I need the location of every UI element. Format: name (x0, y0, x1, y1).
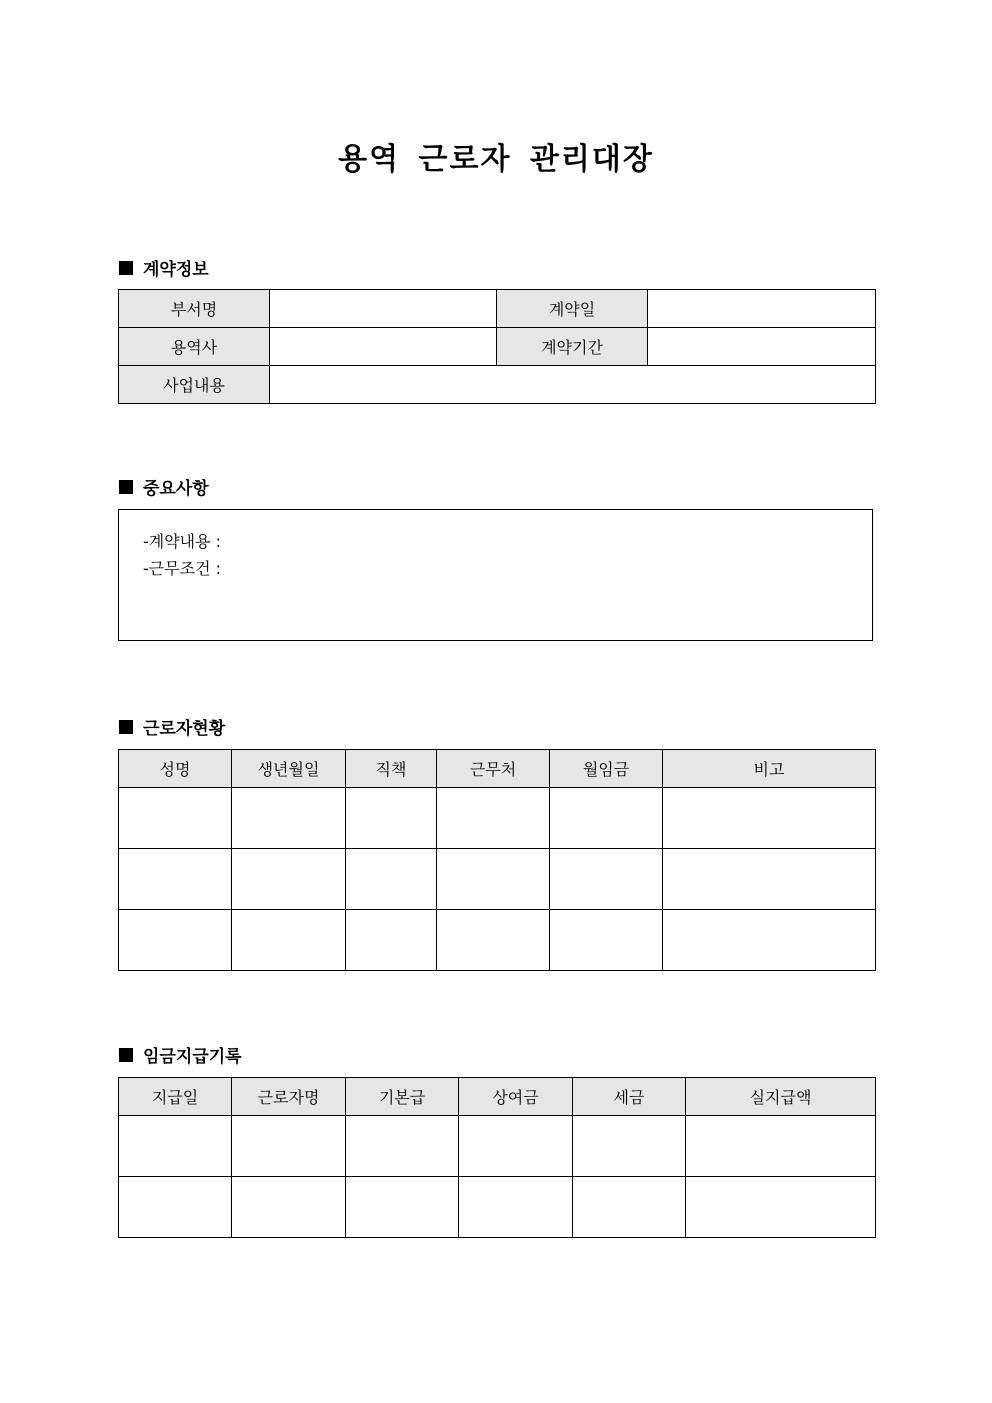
table-cell[interactable] (232, 910, 346, 971)
col-bonus: 상여금 (459, 1078, 573, 1116)
contract-info-table (118, 289, 876, 404)
table-cell[interactable] (232, 849, 346, 910)
table-cell[interactable] (686, 1116, 876, 1177)
col-base-pay: 기본급 (346, 1078, 459, 1116)
workers-table (118, 749, 876, 971)
company-label: 용역사 (119, 328, 270, 366)
table-cell[interactable] (550, 849, 663, 910)
note-line-conditions: -근무조건 : (143, 559, 222, 578)
business-field[interactable] (270, 366, 876, 404)
section-heading-notes (119, 474, 209, 499)
table-row (119, 849, 876, 910)
col-birthdate: 생년월일 (232, 750, 346, 788)
table-cell[interactable] (437, 788, 550, 849)
table-cell[interactable] (346, 849, 437, 910)
section-heading-contract (119, 255, 209, 280)
dept-field[interactable] (270, 290, 497, 328)
table-cell[interactable] (119, 1116, 232, 1177)
table-row (119, 788, 876, 849)
col-monthly-wage: 월임금 (550, 750, 663, 788)
col-worker-name: 근로자명 (232, 1078, 346, 1116)
square-bullet-icon (119, 720, 133, 734)
table-cell[interactable] (119, 788, 232, 849)
contract-period-field[interactable] (648, 328, 876, 366)
contract-date-field[interactable] (648, 290, 876, 328)
table-cell[interactable] (346, 788, 437, 849)
table-cell[interactable] (346, 1116, 459, 1177)
table-cell[interactable] (232, 1177, 346, 1238)
table-cell[interactable] (437, 910, 550, 971)
table-cell[interactable] (663, 788, 876, 849)
contract-date-label: 계약일 (497, 290, 648, 328)
contract-period-label: 계약기간 (497, 328, 648, 366)
section-title: 근로자현황 (143, 719, 226, 739)
table-cell[interactable] (686, 1177, 876, 1238)
section-title: 계약정보 (143, 260, 209, 280)
col-remarks: 비고 (663, 750, 876, 788)
table-cell[interactable] (232, 1116, 346, 1177)
table-header-row (119, 1078, 876, 1116)
business-label: 사업내용 (119, 366, 270, 404)
table-row (119, 1177, 876, 1238)
table-cell[interactable] (573, 1116, 686, 1177)
section-heading-workers (119, 714, 225, 739)
col-workplace: 근무처 (437, 750, 550, 788)
table-cell[interactable] (573, 1177, 686, 1238)
table-cell[interactable] (119, 910, 232, 971)
table-cell[interactable] (550, 788, 663, 849)
table-cell[interactable] (232, 788, 346, 849)
table-cell[interactable] (346, 1177, 459, 1238)
note-line-contract: -계약내용 : (143, 532, 222, 551)
col-net-pay: 실지급액 (686, 1078, 876, 1116)
table-cell[interactable] (459, 1116, 573, 1177)
square-bullet-icon (119, 1048, 133, 1062)
section-title: 중요사항 (143, 479, 209, 499)
table-cell[interactable] (437, 849, 550, 910)
table-cell[interactable] (119, 849, 232, 910)
table-header-row (119, 750, 876, 788)
col-position: 직책 (346, 750, 437, 788)
section-title: 임금지급기록 (143, 1047, 242, 1067)
col-tax: 세금 (573, 1078, 686, 1116)
table-cell[interactable] (346, 910, 437, 971)
page-title: 용역 근로자 관리대장 (338, 142, 654, 177)
notes-box[interactable] (118, 509, 873, 641)
table-cell[interactable] (663, 849, 876, 910)
table-cell[interactable] (459, 1177, 573, 1238)
wages-table (118, 1077, 876, 1238)
table-cell[interactable] (663, 910, 876, 971)
col-name: 성명 (119, 750, 232, 788)
company-field[interactable] (270, 328, 497, 366)
table-cell[interactable] (550, 910, 663, 971)
col-pay-date: 지급일 (119, 1078, 232, 1116)
table-row (119, 1116, 876, 1177)
dept-label: 부서명 (119, 290, 270, 328)
square-bullet-icon (119, 480, 133, 494)
square-bullet-icon (119, 261, 133, 275)
table-row (119, 910, 876, 971)
section-heading-wages (119, 1042, 242, 1067)
table-cell[interactable] (119, 1177, 232, 1238)
